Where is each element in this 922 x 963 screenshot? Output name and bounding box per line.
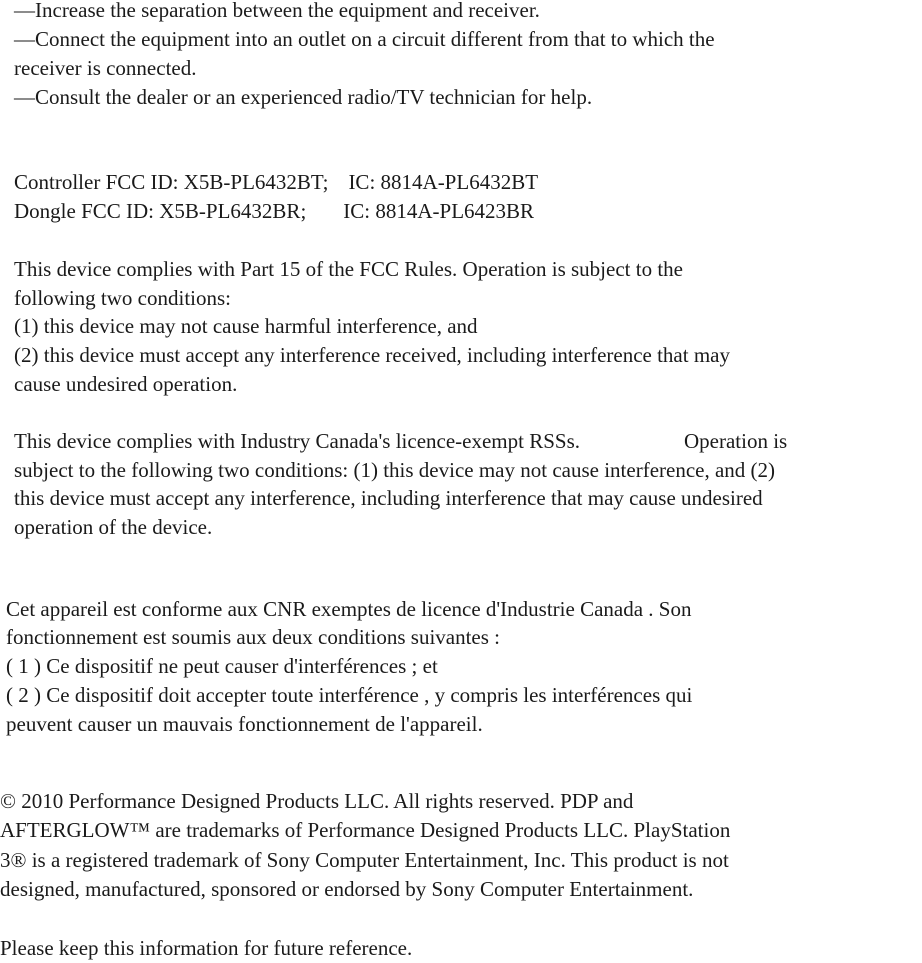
remedy-different-outlet: —Connect the equipment into an outlet on a circuit different from that to which the — [14, 27, 715, 51]
ic-en-line-4: operation of the device. — [14, 515, 213, 539]
copyright-line-4: designed, manufactured, sponsored or endorsed by Sony Computer Entertainment. — [0, 877, 694, 901]
ic-en-line-2: subject to the following two conditions: (1) this device may not cause interference, and (2) — [14, 458, 776, 482]
copyright-line-3: 3® is a registered trademark of Sony Computer Entertainment, Inc. This product is not — [0, 848, 729, 872]
remedy-consult-dealer: —Consult the dealer or an experienced radio/TV technician for help. — [14, 85, 593, 109]
ic-fr-condition-2-cont: peuvent causer un mauvais fonctionnement de l'appareil. — [6, 712, 483, 736]
ic-en-line-3: this device must accept any interference, including interference that may cause undesired — [14, 486, 763, 510]
ic-en-line-1a: This device complies with Industry Canada's licence-exempt RSSs. — [14, 429, 580, 453]
fcc-condition-1: (1) this device may not cause harmful interference, and — [14, 314, 478, 338]
fcc-statement-line-1: This device complies with Part 15 of the FCC Rules. Operation is subject to the — [14, 257, 683, 281]
ic-fr-condition-1: ( 1 ) Ce dispositif ne peut causer d'interférences ; et — [6, 654, 438, 678]
controller-id-line — [14, 172, 538, 193]
copyright-line-2: AFTERGLOW™ are trademarks of Performance Designed Products LLC. PlayStation — [0, 818, 731, 842]
footer-note: Please keep this information for future reference. — [0, 936, 413, 960]
dongle-id-line — [14, 201, 534, 222]
ic-fr-line-2: fonctionnement est soumis aux deux conditions suivantes : — [6, 625, 501, 649]
ic-en-line-1 — [14, 431, 787, 452]
remedy-increase-separation: —Increase the separation between the equipment and receiver. — [14, 0, 540, 22]
controller-ic: IC: 8814A-PL6432BT — [348, 170, 539, 194]
dongle-fcc-id: Dongle FCC ID: X5B-PL6432BR; — [14, 199, 307, 223]
fcc-statement-line-2: following two conditions: — [14, 286, 231, 310]
fcc-condition-2: (2) this device must accept any interference received, including interference that may — [14, 343, 730, 367]
controller-fcc-id: Controller FCC ID: X5B-PL6432BT; — [14, 170, 329, 194]
ic-fr-condition-2: ( 2 ) Ce dispositif doit accepter toute interférence , y compris les interférences qui — [6, 683, 693, 707]
copyright-line-1: © 2010 Performance Designed Products LLC. All rights reserved. PDP and — [0, 789, 634, 813]
fcc-condition-2-cont: cause undesired operation. — [14, 372, 238, 396]
dongle-ic: IC: 8814A-PL6423BR — [343, 199, 535, 223]
remedy-different-outlet-cont: receiver is connected. — [14, 56, 197, 80]
ic-fr-line-1: Cet appareil est conforme aux CNR exemptes de licence d'Industrie Canada . Son — [6, 597, 692, 621]
ic-en-line-1b: Operation is — [684, 429, 788, 453]
